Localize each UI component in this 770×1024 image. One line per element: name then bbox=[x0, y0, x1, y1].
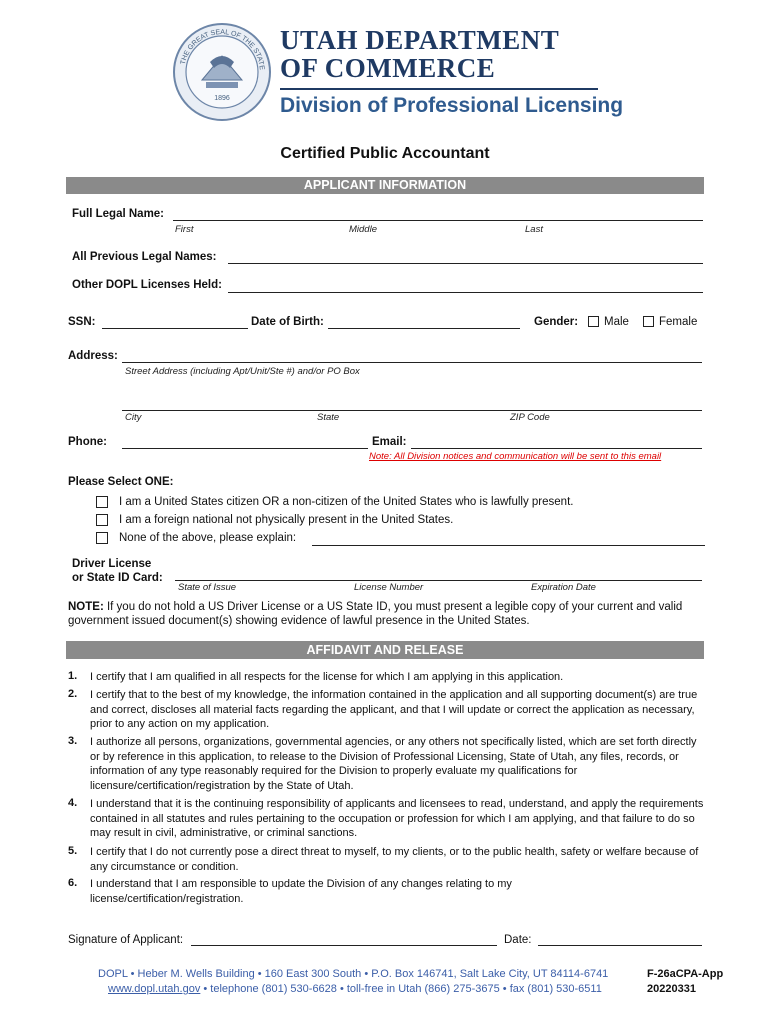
signature-field[interactable] bbox=[191, 945, 497, 946]
phone-label: Phone: bbox=[68, 436, 107, 448]
website-link[interactable]: www.dopl.utah.gov bbox=[108, 983, 201, 995]
gender-female-label: Female bbox=[659, 316, 698, 328]
state-sublabel: State bbox=[317, 412, 340, 423]
driver-license-field[interactable] bbox=[175, 580, 702, 581]
form-date: 20220331 bbox=[647, 983, 696, 995]
other-licenses-field[interactable] bbox=[228, 292, 703, 293]
affidavit-item-number: 3. bbox=[68, 735, 78, 747]
form-title: Certified Public Accountant bbox=[280, 145, 490, 162]
city-sublabel: City bbox=[125, 412, 142, 423]
option-foreign-national-label: I am a foreign national not physically present in the United States. bbox=[119, 514, 454, 526]
first-name-sublabel: First bbox=[175, 224, 194, 235]
affidavit-item-number: 4. bbox=[68, 797, 78, 809]
lawful-presence-note bbox=[68, 601, 708, 628]
affidavit-item-number: 1. bbox=[68, 670, 78, 682]
svg-text:1896: 1896 bbox=[214, 95, 230, 102]
option-foreign-national-checkbox[interactable] bbox=[96, 514, 108, 526]
affidavit-item-number: 6. bbox=[68, 877, 78, 889]
affidavit-item-number: 2. bbox=[68, 688, 78, 700]
gender-male-checkbox[interactable] bbox=[588, 316, 599, 327]
middle-name-sublabel: Middle bbox=[349, 224, 377, 235]
footer-phone-info: • telephone (801) 530-6628 • toll-free in Utah (866) 275-3675 • fax (801) 530-6511 bbox=[200, 983, 602, 995]
phone-field[interactable] bbox=[122, 448, 368, 449]
affidavit-item-text: I authorize all persons, organizations, governmental agencies, or any others not specifically listed, which are set forth directly or by reference in this application, to release to the Division of Professional Licensing, State of Utah, any files, records, or information of any type reasonably required for the Division to properly evaluate my qualifications for licensure/certification/registration by the State of Utah. bbox=[90, 736, 697, 792]
org-name bbox=[280, 26, 559, 82]
previous-names-field[interactable] bbox=[228, 263, 703, 264]
option-us-citizen-label: I am a United States citizen OR a non-citizen of the United States who is lawfully present. bbox=[119, 496, 574, 508]
previous-names-label: All Previous Legal Names: bbox=[72, 251, 217, 263]
affidavit-item-text: I certify that I am qualified in all respects for the license for which I am applying in this application. bbox=[90, 671, 564, 683]
date-label: Date: bbox=[504, 934, 532, 946]
gender-male-label: Male bbox=[604, 316, 629, 328]
expiration-date-sublabel: Expiration Date bbox=[531, 582, 596, 593]
applicant-section-header: APPLICANT INFORMATION bbox=[66, 177, 704, 194]
email-label: Email: bbox=[372, 436, 407, 448]
zip-sublabel: ZIP Code bbox=[510, 412, 550, 423]
note-bold-label: NOTE: bbox=[68, 601, 104, 613]
option-none-label: None of the above, please explain: bbox=[119, 532, 297, 544]
ssn-label: SSN: bbox=[68, 316, 96, 328]
ssn-field[interactable] bbox=[102, 328, 248, 329]
city-state-zip-field[interactable] bbox=[122, 410, 702, 411]
org-name-line2: OF COMMERCE bbox=[280, 53, 496, 83]
affidavit-item-text: I understand that it is the continuing responsibility of applicants and licensees to read, understand, and apply the requirements contained in all statutes and rules pertaining to the occupation or profession for which I am applying, and that failure to do so may result in civil, administrative, or criminal sanctions. bbox=[90, 798, 704, 839]
svg-text:THE GREAT SEAL OF THE STATE OF: THE GREAT SEAL OF THE STATE bbox=[179, 28, 265, 71]
affidavit-item-text: I certify that I do not currently pose a direct threat to myself, to my clients, or to the public health, safety or welfare because of any circumstance or condition. bbox=[90, 846, 699, 873]
signature-date-field[interactable] bbox=[538, 945, 702, 946]
email-note: Note: All Division notices and communication will be sent to this email bbox=[369, 451, 662, 462]
street-address-sublabel: Street Address (including Apt/Unit/Ste #) and/or PO Box bbox=[125, 366, 360, 377]
dob-label: Date of Birth: bbox=[251, 316, 324, 328]
other-licenses-label: Other DOPL Licenses Held: bbox=[72, 279, 222, 291]
explain-field[interactable] bbox=[312, 545, 705, 546]
option-none-checkbox[interactable] bbox=[96, 532, 108, 544]
email-field[interactable] bbox=[411, 448, 702, 449]
affidavit-item-number: 5. bbox=[68, 845, 78, 857]
signature-label: Signature of Applicant: bbox=[68, 934, 184, 946]
full-legal-name-label: Full Legal Name: bbox=[72, 208, 165, 220]
gender-female-checkbox[interactable] bbox=[643, 316, 654, 327]
gender-label: Gender: bbox=[534, 316, 579, 328]
form-code: F-26aCPA-App bbox=[647, 968, 724, 980]
state-of-issue-sublabel: State of Issue bbox=[178, 582, 237, 593]
affidavit-section-header: AFFIDAVIT AND RELEASE bbox=[66, 641, 704, 659]
dob-field[interactable] bbox=[328, 328, 520, 329]
option-us-citizen-checkbox[interactable] bbox=[96, 496, 108, 508]
header-rule bbox=[280, 88, 598, 90]
driver-license-label-line2: or State ID Card: bbox=[72, 572, 163, 584]
state-seal-logo bbox=[172, 22, 272, 122]
org-name-line1: UTAH DEPARTMENT bbox=[280, 25, 560, 55]
footer-address: DOPL • Heber M. Wells Building • 160 East 300 South • P.O. Box 146741, Salt Lake City, UT 84114-6741 bbox=[98, 968, 609, 980]
full-legal-name-field[interactable] bbox=[173, 220, 703, 221]
footer-contact bbox=[108, 983, 602, 995]
select-one-label: Please Select ONE: bbox=[68, 476, 174, 488]
affidavit-item-text: I understand that I am responsible to update the Division of any changes relating to my license/certification/registration. bbox=[90, 878, 512, 905]
address-label: Address: bbox=[68, 350, 118, 362]
street-address-field[interactable] bbox=[122, 362, 702, 363]
license-number-sublabel: License Number bbox=[354, 582, 424, 593]
note-text: If you do not hold a US Driver License or a US State ID, you must present a legible copy of your current and valid government issued document(s) showing evidence of lawful presence in the United States. bbox=[68, 601, 683, 627]
driver-license-label-line1: Driver License bbox=[72, 558, 152, 570]
division-name: Division of Professional Licensing bbox=[280, 94, 624, 117]
affidavit-item-text: I certify that to the best of my knowledge, the information contained in the application and all supporting document(s) are true and correct, discloses all material facts regarding the applicant, and that I will update or correct the application as necessary, prior to any action on my application. bbox=[90, 689, 698, 730]
last-name-sublabel: Last bbox=[525, 224, 543, 235]
